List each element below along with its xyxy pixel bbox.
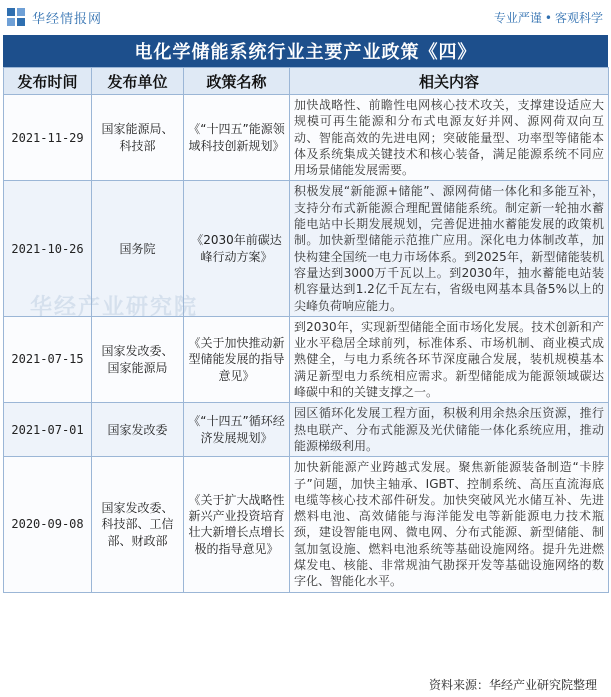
cell-unit: 国家能源局、科技部 [92, 95, 184, 181]
table-row [4, 95, 609, 181]
cell-policy-name: 《“十四五”循环经济发展规划》 [184, 403, 290, 457]
table-row [4, 403, 609, 457]
cell-content: 加快战略性、前瞻性电网核心技术攻关，支撑建设适应大规模可再生能源和分布式电源友好并网、源网荷双向互动、智能高效的先进电网；突破能量型、功率型等储能本体及系统集成关键技术和核心装备，满足能源系统不同应用场景储能发展需要。 [290, 95, 609, 181]
source-footer [0, 672, 611, 697]
source-note: 资料来源：华经产业研究院整理 [428, 678, 597, 692]
slogan-separator: • [544, 10, 552, 25]
watermark: 华经产业研究院 [30, 295, 199, 320]
slogan-left: 专业严谨 [493, 10, 542, 25]
column-header-date: 发布时间 [4, 68, 92, 95]
cell-unit: 国家发改委、科技部、工信部、财政部 [92, 457, 184, 592]
cell-policy-name: 《“十四五”能源领域科技创新规划》 [184, 95, 290, 181]
cell-unit: 国家发改委、国家能源局 [92, 316, 184, 402]
cell-content: 到2030年，实现新型储能全面市场化发展。技术创新和产业水平稳居全球前列，标准体系、市场机制、商业模式成熟健全，与电力系统各环节深度融合发展，装机规模基本满足新型电力系统相应需求。新型储能成为能源领域碳达峰碳中和的关键支撑之一。 [290, 316, 609, 402]
cell-content: 加快新能源产业跨越式发展。聚焦新能源装备制造“卡脖子”问题，加快主轴承、IGBT、控制系统、高压直流海底电缆等核心技术部件研发。加快突破风光水储互补、先进燃料电池、高效储能与海洋能发电等新能源电力技术瓶颈，建设智能电网、微电网、分布式能源、新型储能、制氢加氢设施、燃料电池系统等基础设施网络。提升先进燃煤发电、核能、非常规油气勘探开发等基础设施网络的数字化、智能化水平。 [290, 457, 609, 592]
column-header-unit: 发布单位 [92, 68, 184, 95]
cell-content: 园区循环化发展工程方面，积极利用余热余压资源，推行热电联产、分布式能源及光伏储能一体化系统应用，推动能源梯级利用。 [290, 403, 609, 457]
brand-name: 华经情报网 [32, 11, 103, 27]
column-header-content: 相关内容 [290, 68, 609, 95]
cell-policy-name: 《关于加快推动新型储能发展的指导意见》 [184, 316, 290, 402]
cell-date: 2021-10-26 [4, 181, 92, 316]
cell-date: 2021-11-29 [4, 95, 92, 181]
cell-date: 2021-07-15 [4, 316, 92, 402]
cell-date: 2020-09-08 [4, 457, 92, 592]
cell-unit: 国家发改委 [92, 403, 184, 457]
table-row [4, 181, 609, 316]
top-bar [0, 0, 611, 34]
brand [6, 7, 102, 27]
cell-policy-name: 《关于扩大战略性新兴产业投资培育壮大新增长点增长极的指导意见》 [184, 457, 290, 592]
brand-logo-icon [6, 7, 26, 27]
cell-unit: 国务院 [92, 181, 184, 316]
slogan-right: 客观科学 [554, 10, 603, 25]
table-header-row [4, 68, 609, 95]
cell-date: 2021-07-01 [4, 403, 92, 457]
table-row [4, 316, 609, 402]
column-header-name: 政策名称 [184, 68, 290, 95]
table-row [4, 457, 609, 592]
page-title: 电化学储能系统行业主要产业政策《四》 [3, 35, 608, 67]
cell-policy-name: 《2030年前碳达峰行动方案》 [184, 181, 290, 316]
policy-table [3, 67, 609, 593]
slogan [494, 9, 603, 26]
cell-content: 积极发展“新能源+储能”、源网荷储一体化和多能互补，支持分布式新能源合理配置储能系统。制定新一轮抽水蓄能电站中长期发展规划，完善促进抽水蓄能发展的政策机制。加快新型储能示范推广应用。深化电力体制改革，加快构建全国统一电力市场体系。到2025年，新型储能装机容量达到3000万千瓦以上。到2030年，抽水蓄能电站装机容量达到1.2亿千瓦左右，省级电网基本具备5%以上的尖峰负荷响应能力。 [290, 181, 609, 316]
